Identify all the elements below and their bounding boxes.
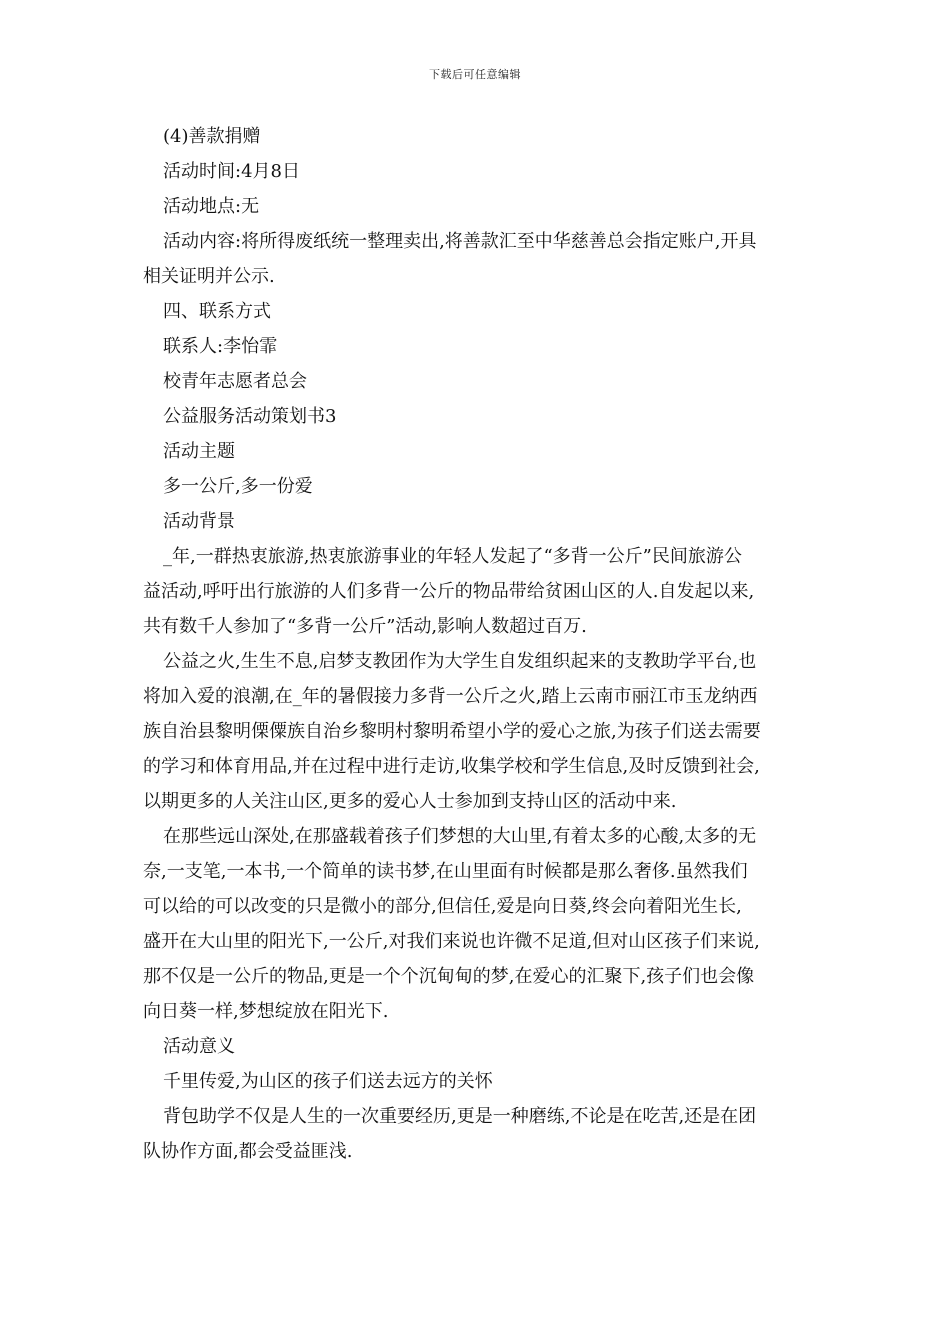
text-line: 奈,一支笔,一本书,一个简单的读书梦,在山里面有时候都是那么奢侈.虽然我们 [143,861,748,882]
document-title: 公益服务活动策划书3 [163,406,337,427]
text-line: 公益之火,生生不息,启梦支教团作为大学生自发组织起来的支教助学平台,也 [163,651,757,672]
text-line: 向日葵一样,梦想绽放在阳光下. [143,1001,389,1022]
text-line: 多一公斤,多一份爱 [163,476,313,497]
section-heading: 活动背景 [163,511,235,532]
text-line: 在那些远山深处,在那盛载着孩子们梦想的大山里,有着太多的心酸,太多的无 [163,826,757,847]
text-line: 那不仅是一公斤的物品,更是一个个沉甸甸的梦,在爱心的汇聚下,孩子们也会像 [143,966,755,987]
text-line: 相关证明并公示. [143,266,275,287]
header-note: 下载后可任意编辑 [429,68,521,81]
text-line: 活动内容:将所得废纸统一整理卖出,将善款汇至中华慈善总会指定账户,开具 [163,231,757,252]
section-heading: 活动主题 [163,441,235,462]
section-heading: (4)善款捐赠 [163,126,261,147]
text-line: 共有数千人参加了“多背一公斤”活动,影响人数超过百万. [143,616,587,637]
text-line: 校青年志愿者总会 [163,371,307,392]
text-line: 可以给的可以改变的只是微小的部分,但信任,爱是向日葵,终会向着阳光生长, [143,896,742,917]
text-line: 活动地点:无 [163,196,260,217]
section-heading: 活动意义 [163,1036,235,1057]
section-heading: 四、联系方式 [163,301,271,322]
text-line: 千里传爱,为山区的孩子们送去远方的关怀 [163,1071,493,1092]
text-line: 益活动,呼吁出行旅游的人们多背一公斤的物品带给贫困山区的人.自发起以来, [143,581,755,602]
text-line: _年,一群热衷旅游,热衷旅游事业的年轻人发起了“多背一公斤”民间旅游公 [163,546,742,567]
text-line: 背包助学不仅是人生的一次重要经历,更是一种磨练,不论是在吃苦,还是在团 [163,1106,757,1127]
text-line: 将加入爱的浪潮,在_年的暑假接力多背一公斤之火,踏上云南市丽江市玉龙纳西 [143,686,758,707]
text-line: 队协作方面,都会受益匪浅. [143,1141,353,1162]
text-line: 族自治县黎明傈僳族自治乡黎明村黎明希望小学的爱心之旅,为孩子们送去需要 [143,721,761,742]
text-line: 联系人:李怡霏 [163,336,278,357]
document-body [143,119,815,1169]
text-line: 以期更多的人关注山区,更多的爱心人士参加到支持山区的活动中来. [143,791,677,812]
text-line: 的学习和体育用品,并在过程中进行走访,收集学校和学生信息,及时反馈到社会, [143,756,760,777]
text-line: 活动时间:4月8日 [163,161,300,182]
text-line: 盛开在大山里的阳光下,一公斤,对我们来说也许微不足道,但对山区孩子们来说, [143,931,760,952]
